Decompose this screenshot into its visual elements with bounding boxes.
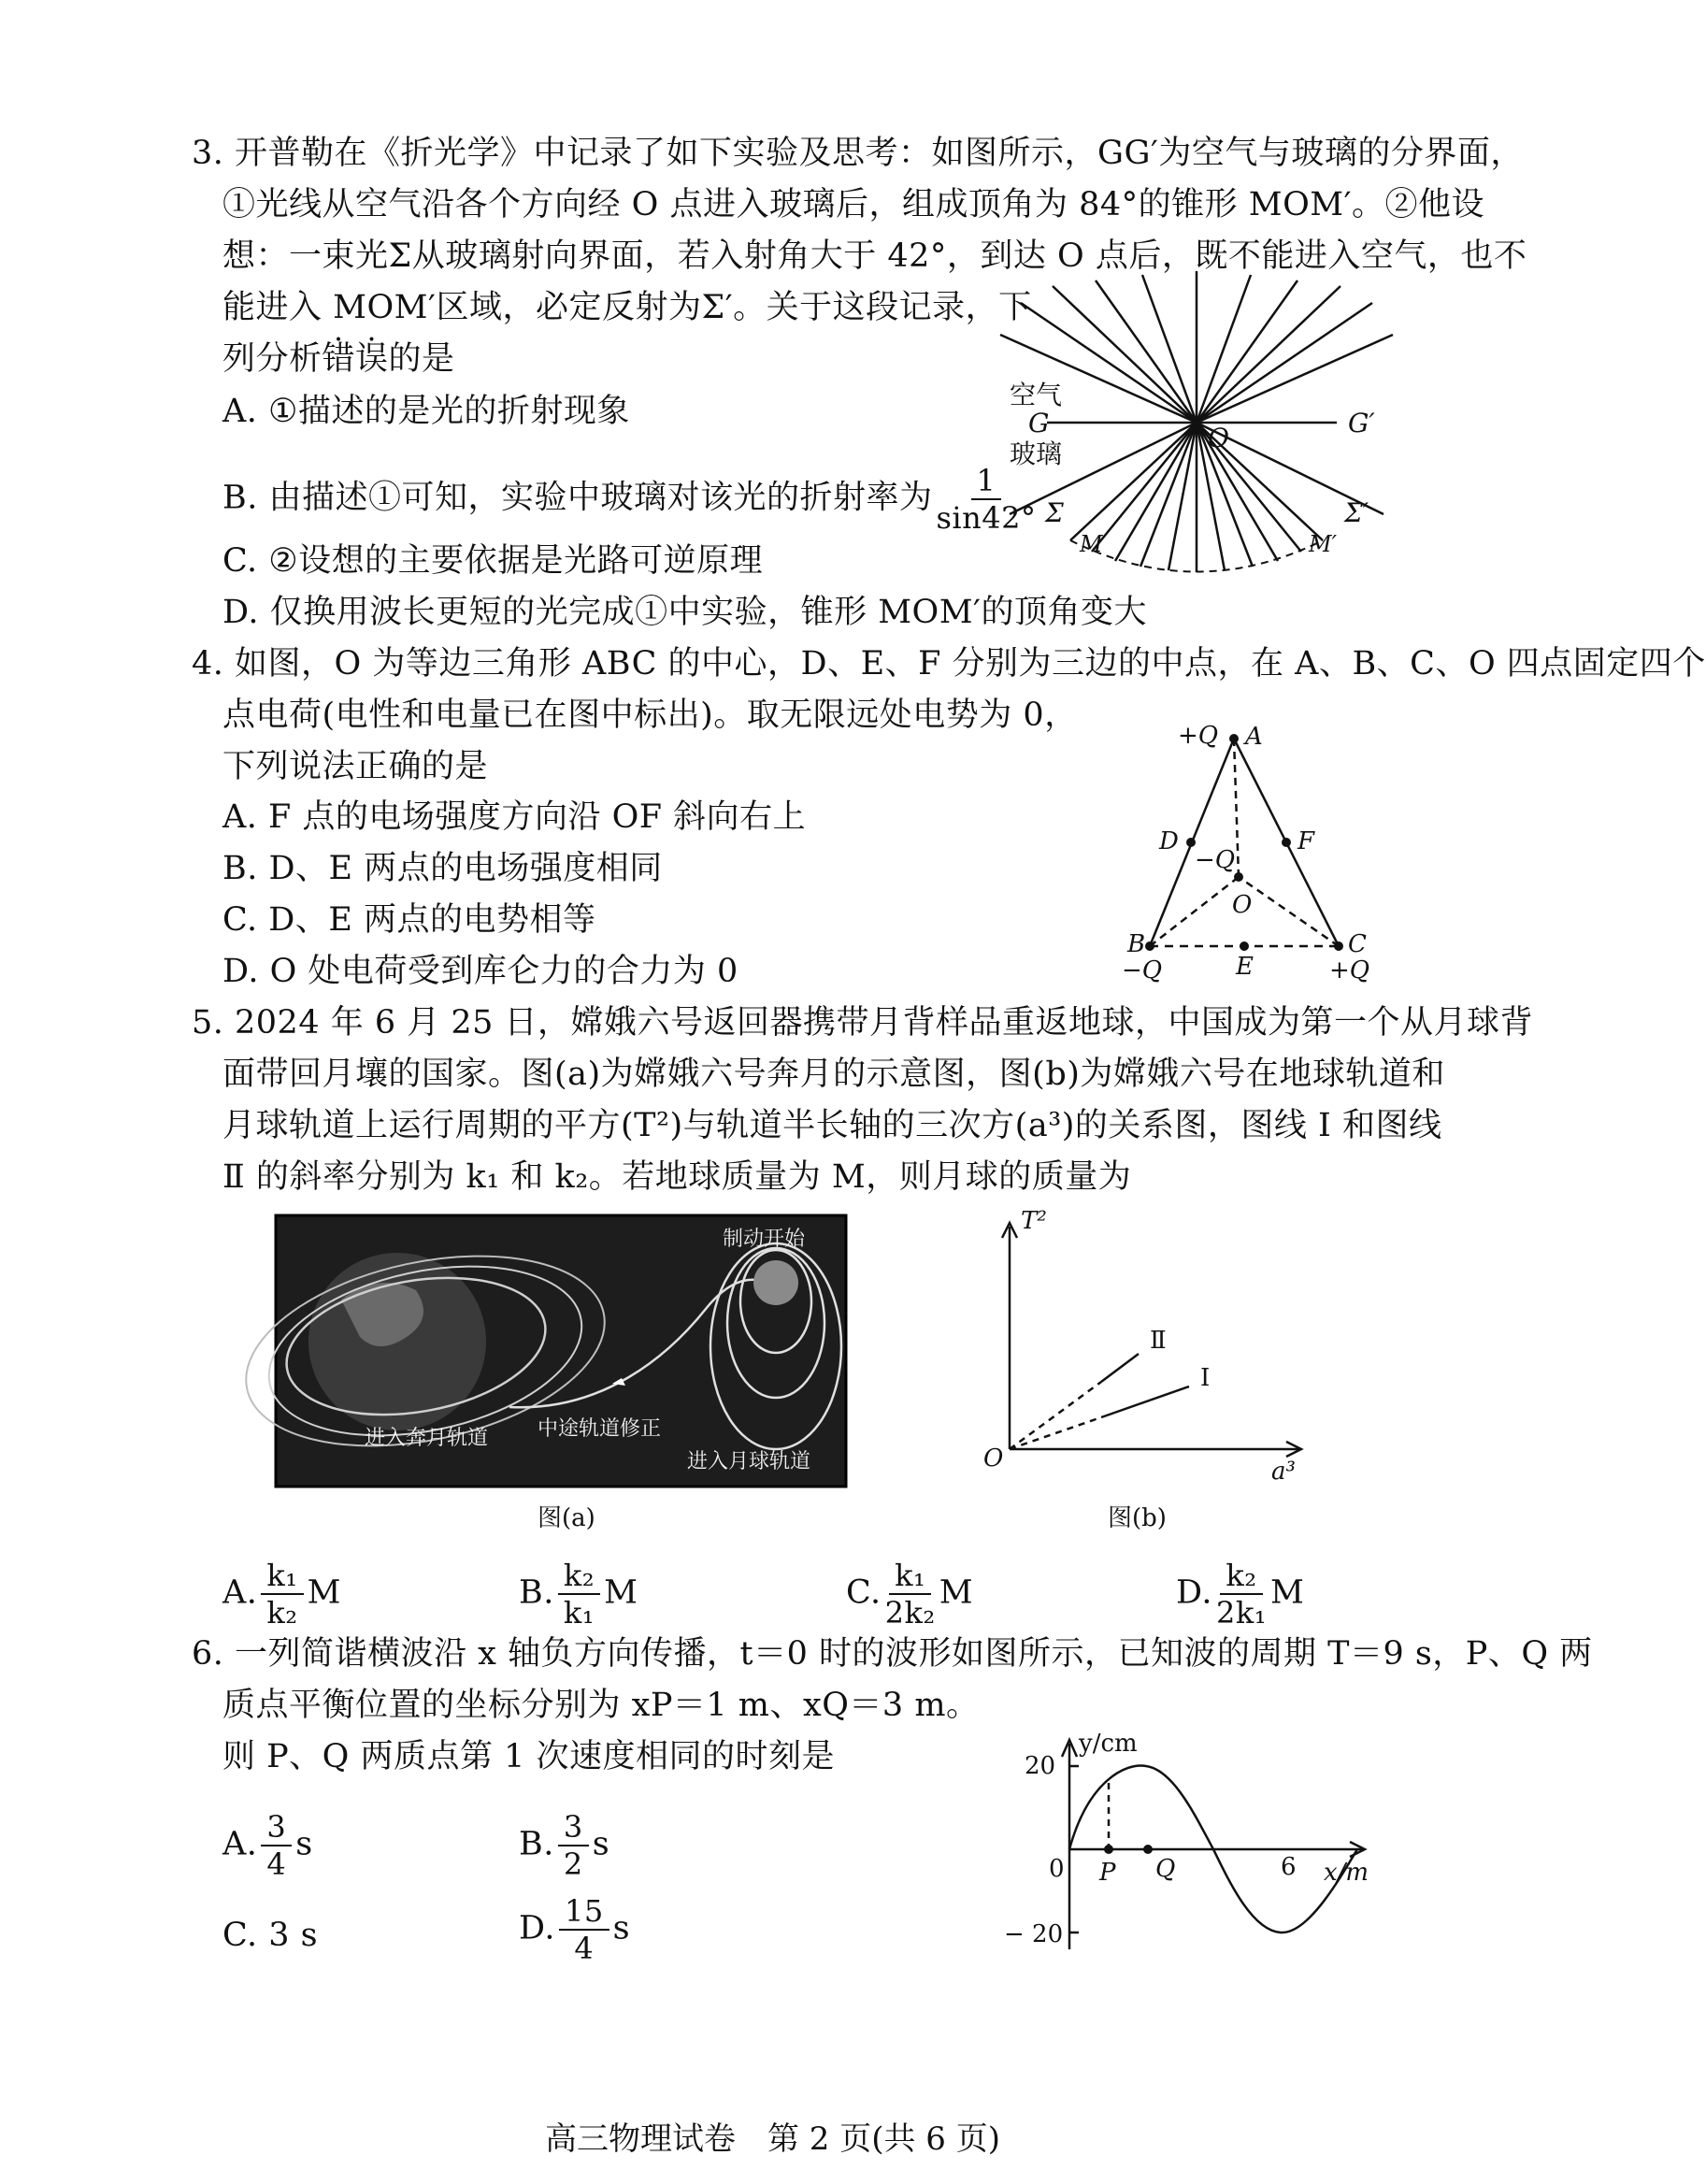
- label-F: F: [1297, 827, 1315, 855]
- y-axis-label: T²: [1021, 1207, 1047, 1235]
- line-II-dashed: [1010, 1382, 1101, 1449]
- option-letter: D.: [519, 1909, 555, 1947]
- q5-chang-e-photo: [276, 1215, 846, 1487]
- label-D: D: [1159, 827, 1179, 855]
- emphasis-char-2: 误: [355, 340, 389, 378]
- line-I: [1101, 1387, 1189, 1417]
- q6-option-a: [222, 1809, 313, 1882]
- point-E: [1240, 941, 1249, 951]
- fraction-denominator: k₂: [266, 1595, 298, 1631]
- q6-line-1: 6. 一列简谐横波沿 x 轴负方向传播，t＝0 时的波形如图所示，已知波的周期 T＝9 s，P、Q 两: [192, 1635, 1593, 1673]
- q6-option-c: C. 3 s: [222, 1917, 319, 1954]
- moon-icon: [753, 1260, 798, 1305]
- fraction-denominator: k₁: [563, 1595, 595, 1631]
- charge-A: +Q: [1178, 722, 1219, 750]
- x-axis-label: a³: [1271, 1458, 1296, 1486]
- q3-line-3: 想：一束光Σ从玻璃射向界面，若入射角大于 42°，到达 O 点后，既不能进入空气，也不: [222, 237, 1527, 275]
- q4-line-1: 4. 如图，O 为等边三角形 ABC 的中心，D、E、F 分别为三边的中点，在 A、B、C、O 四点固定四个: [192, 645, 1706, 682]
- point-F: [1282, 838, 1291, 847]
- fraction: [261, 1809, 292, 1882]
- q4-option-c: C. D、E 两点的电势相等: [222, 901, 596, 939]
- tick-label-6: 6: [1281, 1853, 1297, 1881]
- tick-label-neg20: − 20: [1004, 1920, 1064, 1948]
- option-letter: A.: [222, 1825, 258, 1863]
- option-unit: s: [295, 1825, 313, 1863]
- fraction-numerator: 3: [558, 1809, 589, 1846]
- label-E: E: [1236, 953, 1254, 981]
- point-P: [1104, 1845, 1113, 1854]
- charge-C: +Q: [1329, 956, 1370, 984]
- fraction: [261, 1558, 303, 1631]
- fraction-numerator: k₁: [261, 1558, 303, 1595]
- q5-line-1: 5. 2024 年 6 月 25 日，嫦娥六号返回器携带月背样品重返地球，中国成为第一个从月球背: [192, 1004, 1534, 1042]
- line-I-dashed: [1010, 1417, 1101, 1449]
- caption-figure-b: 图(b): [1108, 1504, 1167, 1532]
- label-G: G: [1028, 408, 1050, 438]
- fraction: [559, 1893, 609, 1966]
- x-axis-label: x/m: [1324, 1859, 1369, 1887]
- q4-line-3: 下列说法正确的是: [222, 748, 489, 785]
- origin-label: O: [983, 1444, 1004, 1473]
- label-B: B: [1127, 930, 1146, 958]
- q5-t2-a3-graph: [972, 1206, 1327, 1486]
- q3-option-d: D. 仅换用波长更短的光完成①中实验，锥形 MOM′的顶角变大: [222, 594, 1148, 631]
- fraction-denominator: 2: [563, 1846, 583, 1882]
- q3-option-c: C. ②设想的主要依据是光路可逆原理: [222, 542, 764, 580]
- option-letter: D.: [1176, 1573, 1212, 1612]
- q6-line-2: 质点平衡位置的坐标分别为 xP＝1 m、xQ＝3 m。: [222, 1687, 980, 1724]
- q3-option-a: A. ①描述的是光的折射现象: [222, 393, 630, 430]
- label-C: C: [1348, 930, 1367, 958]
- label-sigma: Σ: [1045, 497, 1064, 528]
- q4-option-b: B. D、E 两点的电场强度相同: [222, 850, 663, 887]
- label-glass: 玻璃: [1010, 438, 1063, 469]
- q3-option-b: [222, 463, 1039, 536]
- q3-line-1: 3. 开普勒在《折光学》中记录了如下实验及思考：如图所示，GG′为空气与玻璃的分界面，: [192, 135, 1524, 172]
- origin-label: 0: [1049, 1855, 1065, 1883]
- seg-co: [1239, 877, 1339, 946]
- label-M: M: [1080, 531, 1103, 557]
- fraction-numerator: k₂: [558, 1558, 600, 1595]
- q4-line-2: 点电荷(电性和电量已在图中标出)。取无限远处电势为 0，: [222, 697, 1078, 734]
- q3-refraction-figure: [991, 280, 1393, 589]
- q4-option-a: A. F 点的电场强度方向沿 OF 斜向右上: [222, 798, 807, 836]
- fraction-numerator: k₁: [889, 1558, 931, 1595]
- option-tail: M: [307, 1573, 341, 1612]
- option-letter: A.: [222, 1573, 258, 1612]
- label-P: P: [1099, 1859, 1116, 1887]
- q5-option-c: [846, 1558, 973, 1631]
- label-O: O: [1208, 423, 1229, 453]
- option-letter: B.: [519, 1573, 554, 1612]
- fraction: [885, 1558, 936, 1631]
- option-unit: s: [592, 1825, 610, 1863]
- q3-option-b-text: B. 由描述①可知，实验中玻璃对该光的折射率为: [222, 479, 933, 517]
- option-tail: M: [604, 1573, 638, 1612]
- q4-option-d: D. O 处电荷受到库仑力的合力为 0: [222, 953, 738, 990]
- option-letter: B.: [519, 1825, 554, 1863]
- line-II: [1101, 1354, 1139, 1382]
- fraction: [558, 1558, 600, 1631]
- caption-figure-a: 图(a): [538, 1504, 595, 1532]
- fraction-denominator: 2k₂: [884, 1595, 936, 1631]
- q3-line-5-a: 列分析: [222, 340, 323, 378]
- charge-O: −Q: [1195, 846, 1236, 874]
- fraction: [1216, 1558, 1267, 1631]
- page-footer: 高三物理试卷 第 2 页(共 6 页): [544, 2120, 1001, 2158]
- q3-line-5: [222, 338, 455, 380]
- point-B: [1145, 941, 1154, 951]
- charge-B: −Q: [1122, 956, 1163, 984]
- fraction-denominator: sin42°: [936, 500, 1037, 536]
- fraction-denominator: 4: [574, 1931, 595, 1966]
- emphasis-char-1: 错: [322, 340, 356, 378]
- q5-line-3: 月球轨道上运行周期的平方(T²)与轨道半长轴的三次方(a³)的关系图，图线 Ⅰ 和图线: [222, 1107, 1442, 1144]
- point-O: [1234, 872, 1243, 882]
- label-O: O: [1232, 891, 1253, 919]
- photo-label-enter-transfer: 进入奔月轨道: [365, 1427, 489, 1450]
- fraction-numerator: 3: [261, 1809, 292, 1846]
- label-air: 空气: [1010, 380, 1063, 410]
- label-G-prime: G′: [1348, 408, 1375, 438]
- line-I-label: Ⅰ: [1200, 1364, 1211, 1392]
- photo-label-brake: 制动开始: [723, 1228, 806, 1251]
- q3-line-5-b: 的是: [388, 340, 455, 378]
- q5-option-a: [222, 1558, 341, 1631]
- tick-label-20: 20: [1025, 1752, 1056, 1780]
- q6-line-3: 则 P、Q 两质点第 1 次速度相同的时刻是: [222, 1738, 836, 1775]
- photo-label-midcourse: 中途轨道修正: [538, 1417, 662, 1441]
- photo-label-enter-lunar: 进入月球轨道: [687, 1450, 811, 1473]
- option-unit: s: [612, 1909, 631, 1947]
- fraction: [558, 1809, 589, 1882]
- label-Q: Q: [1155, 1855, 1176, 1883]
- label-sigma-prime: Σ′: [1344, 497, 1369, 528]
- q4-triangle-figure: [1084, 720, 1383, 982]
- q6-wave-graph: [991, 1725, 1383, 1959]
- fraction-denominator: 2k₁: [1215, 1595, 1268, 1631]
- label-M-prime: M′: [1309, 531, 1338, 557]
- q5-option-d: [1176, 1558, 1304, 1631]
- option-tail: M: [939, 1573, 974, 1612]
- fraction-numerator: 15: [559, 1893, 609, 1931]
- q5-line-4: Ⅱ 的斜率分别为 k₁ 和 k₂。若地球质量为 M，则月球的质量为: [222, 1158, 1132, 1196]
- point-A: [1229, 734, 1239, 743]
- point-C: [1334, 941, 1343, 951]
- fraction-denominator: 4: [266, 1846, 287, 1882]
- q5-line-2: 面带回月壤的国家。图(a)为嫦娥六号奔月的示意图，图(b)为嫦娥六号在地球轨道和: [222, 1056, 1445, 1093]
- option-letter: C.: [846, 1573, 882, 1612]
- point-Q: [1143, 1845, 1153, 1854]
- fraction-numerator: k₂: [1220, 1558, 1262, 1595]
- q6-option-b: [519, 1809, 609, 1882]
- q5-option-b: [519, 1558, 638, 1631]
- q3-line-2: ①光线从空气沿各个方向经 O 点进入玻璃后，组成顶角为 84°的锥形 MOM′。②他设: [222, 186, 1485, 223]
- label-A: A: [1245, 723, 1263, 751]
- q3-line-4: 能进入 MOM′区域，必定反射为Σ′。关于这段记录，下: [222, 289, 1032, 326]
- line-II-label: Ⅱ: [1150, 1327, 1167, 1355]
- fraction-numerator: 1: [971, 463, 1002, 500]
- y-axis-label: y/cm: [1079, 1730, 1138, 1758]
- option-tail: M: [1270, 1573, 1305, 1612]
- q6-option-d: [519, 1893, 630, 1966]
